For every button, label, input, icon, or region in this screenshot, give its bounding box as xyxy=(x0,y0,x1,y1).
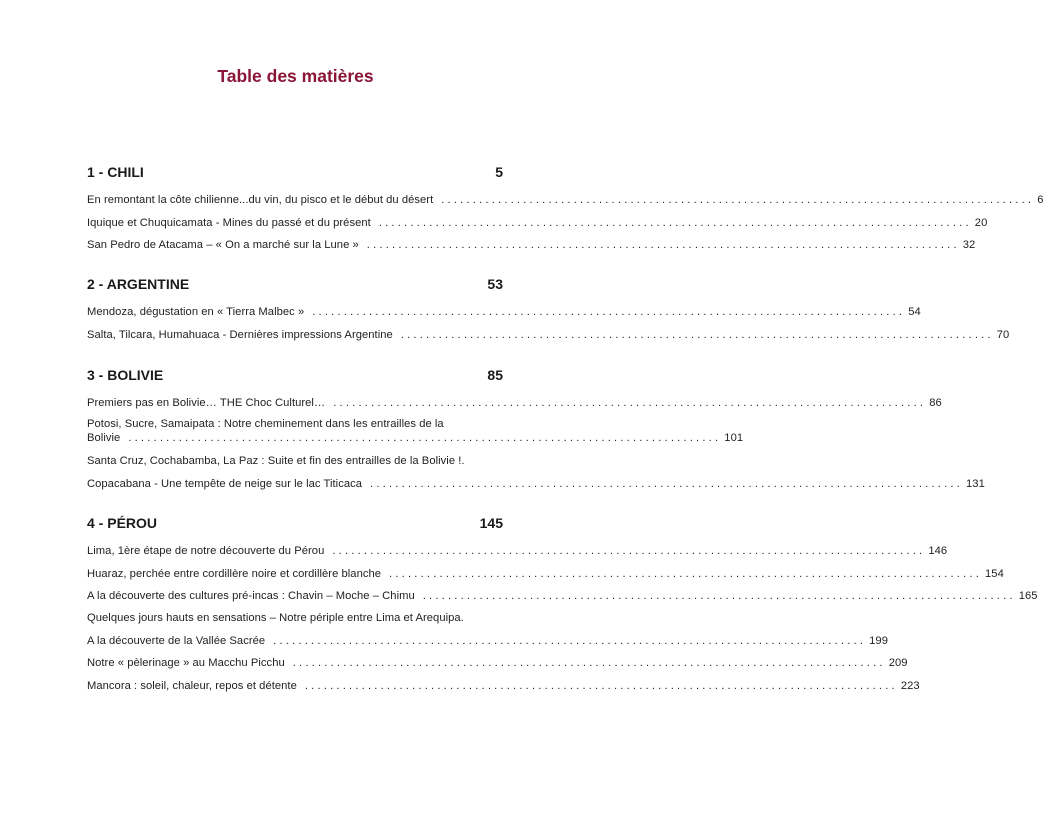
entry-title: Potosi, Sucre, Samaipata : Notre cheminement dans les entrailles de la xyxy=(87,418,444,430)
chapter-title: 1 - CHILI xyxy=(87,164,144,180)
chapter-page: 85 xyxy=(487,367,503,383)
dot-leader: .............................................................................................. xyxy=(378,217,972,229)
toc-entry[interactable] xyxy=(87,418,744,445)
dot-leader: .............................................................................................. xyxy=(366,239,960,251)
chapter-heading[interactable] xyxy=(87,366,503,384)
chapter-heading[interactable] xyxy=(87,514,503,532)
entry-title: A la découverte de la Vallée Sacrée xyxy=(87,635,266,647)
toc-entry[interactable] xyxy=(87,239,976,252)
entry-page: 154 xyxy=(985,568,1004,580)
toc-entry[interactable] xyxy=(87,217,988,230)
chapter-page: 5 xyxy=(495,164,503,180)
chapter-page: 53 xyxy=(487,276,503,292)
toc-entry[interactable] xyxy=(87,455,503,468)
dot-leader: .............................................................................................. xyxy=(273,635,867,647)
entry-page: 70 xyxy=(996,329,1010,341)
entry-page: 209 xyxy=(888,657,908,669)
entry-title: En remontant la côte chilienne...du vin, du pisco et le début du désert xyxy=(87,194,434,206)
entry-title: Salta, Tilcara, Humahuaca - Dernières impressions Argentine xyxy=(87,329,393,341)
entry-page: 146 xyxy=(928,545,948,557)
entry-page: 131 xyxy=(966,478,985,490)
entry-title: Huaraz, perchée entre cordillère noire et cordillère blanche xyxy=(87,568,382,580)
entry-title: Mendoza, dégustation en « Tierra Malbec » xyxy=(87,306,305,318)
chapter-title: 4 - PÉROU xyxy=(87,515,158,531)
toc-entry[interactable] xyxy=(87,329,1010,342)
entry-page: 165 xyxy=(1018,590,1038,602)
toc-entry[interactable] xyxy=(87,657,908,670)
dot-leader: .............................................................................................. xyxy=(128,432,722,444)
chapter-title: 2 - ARGENTINE xyxy=(87,276,190,292)
toc-entry[interactable] xyxy=(87,680,920,693)
toc-entry[interactable] xyxy=(87,545,948,558)
entry-page: 32 xyxy=(962,239,976,251)
toc-entry[interactable] xyxy=(87,635,888,648)
dot-leader: .............................................................................................. xyxy=(370,478,964,490)
toc-entry[interactable] xyxy=(87,194,1044,207)
toc-title: Table des matières xyxy=(217,66,374,86)
entry-page: 86 xyxy=(929,397,942,409)
entry-page: 6 xyxy=(1037,194,1044,206)
toc-entry[interactable] xyxy=(87,590,1038,603)
dot-leader: .............................................................................................. xyxy=(312,306,906,318)
chapter-page: 145 xyxy=(479,515,503,531)
chapter-heading[interactable] xyxy=(87,275,503,293)
entry-title: Notre « pèlerinage » au Macchu Picchu xyxy=(87,657,285,669)
entry-title: Quelques jours hauts en sensations – Notre périple entre Lima et Arequipa. xyxy=(87,612,464,624)
dot-leader: .............................................................................................. xyxy=(292,657,886,669)
toc-entry[interactable] xyxy=(87,478,985,491)
entry-page: 101 xyxy=(724,432,744,444)
entry-title: A la découverte des cultures pré-incas : Chavin – Moche – Chimu xyxy=(87,590,415,602)
dot-leader: .............................................................................................. xyxy=(304,680,898,692)
entry-page: 54 xyxy=(908,306,921,318)
toc-entry[interactable] xyxy=(87,397,942,410)
dot-leader: .............................................................................................. xyxy=(400,329,994,341)
entry-title: Lima, 1ère étape de notre découverte du Pérou xyxy=(87,545,325,557)
entry-title-continued: Bolivie xyxy=(87,432,121,444)
dot-leader: .............................................................................................. xyxy=(389,568,983,580)
entry-title: Premiers pas en Bolivie… THE Choc Culturel… xyxy=(87,397,326,409)
dot-leader: .............................................................................................. xyxy=(333,397,927,409)
dot-leader: .............................................................................................. xyxy=(332,545,926,557)
toc-entry[interactable] xyxy=(87,306,921,319)
entry-title: San Pedro de Atacama – « On a marché sur la Lune » xyxy=(87,239,359,251)
entry-title: Santa Cruz, Cochabamba, La Paz : Suite et fin des entrailles de la Bolivie !. xyxy=(87,455,465,467)
entry-page: 20 xyxy=(974,217,988,229)
toc-entry[interactable] xyxy=(87,612,503,625)
dot-leader: .............................................................................................. xyxy=(441,194,1035,206)
chapter-heading[interactable] xyxy=(87,163,503,181)
entry-title: Iquique et Chuquicamata - Mines du passé et du présent xyxy=(87,217,371,229)
entry-title: Mancora : soleil, chaleur, repos et détente xyxy=(87,680,297,692)
entry-title: Copacabana - Une tempête de neige sur le lac Titicaca xyxy=(87,478,363,490)
entry-page: 223 xyxy=(900,680,920,692)
entry-continuation xyxy=(87,432,744,445)
entry-page: 199 xyxy=(869,635,888,647)
chapter-title: 3 - BOLIVIE xyxy=(87,367,164,383)
dot-leader: .............................................................................................. xyxy=(422,590,1016,602)
toc-entry[interactable] xyxy=(87,568,1004,581)
